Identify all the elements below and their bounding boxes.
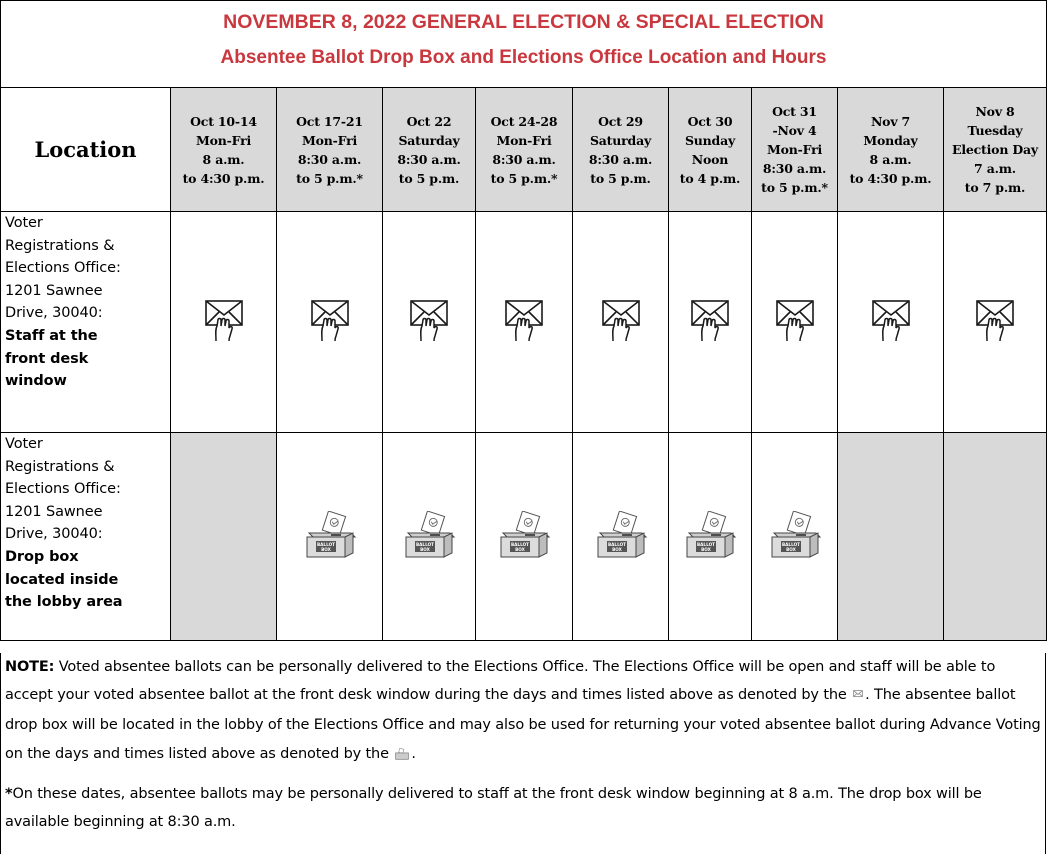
available-cell: [383, 212, 476, 433]
location-text-line: Voter: [5, 436, 43, 452]
svg-text:BALLOT: BALLOT: [316, 541, 335, 547]
available-cell: [171, 212, 277, 433]
location-emphasis-line: the lobby area: [5, 594, 123, 611]
ballot-box-icon: [594, 541, 648, 563]
ballot-box-icon: [768, 541, 822, 563]
table-row: [1, 212, 1047, 433]
date-column-header: [944, 88, 1047, 212]
date-header-line: to 5 p.m.*: [761, 180, 828, 195]
date-header-line: Oct 24-28: [490, 113, 558, 129]
date-header-line: to 5 p.m.: [590, 170, 651, 186]
date-header-line: Sunday: [684, 132, 736, 148]
svg-text:BOX: BOX: [320, 546, 331, 552]
location-emphasis-line: located inside: [5, 571, 119, 588]
date-column-header: [277, 88, 383, 212]
date-header-line: 8:30 a.m.: [762, 161, 827, 176]
date-header-line: -Nov 4: [772, 123, 817, 138]
date-header-line: Oct 29: [598, 113, 643, 129]
date-header-line: Mon-Fri: [301, 132, 358, 148]
date-header-line: Nov 8: [975, 104, 1015, 119]
date-header-line: to 5 p.m.*: [296, 170, 363, 186]
available-cell: [752, 433, 838, 641]
ballot-box-icon: [497, 541, 551, 563]
ballot-box-icon: [303, 541, 357, 563]
svg-text:BALLOT: BALLOT: [415, 541, 435, 547]
envelope-hand-icon: [409, 327, 449, 346]
available-cell: [383, 433, 476, 641]
date-column-header: [669, 88, 752, 212]
note-text: . The absentee ballot drop box will be located in the lobby of the Elections Office and may also be used for returning your voted absentee ballot during Advance Voting on the days and times listed above as denoted by the: [5, 687, 1041, 762]
date-header-line: Nov 7: [870, 113, 911, 129]
date-column-header: [171, 88, 277, 212]
svg-text:BALLOT: BALLOT: [781, 541, 800, 547]
page-subtitle: Absentee Ballot Drop Box and Elections Office Location and Hours: [220, 47, 827, 68]
ballot-box-icon: [394, 742, 410, 770]
available-cell: [476, 433, 573, 641]
schedule-table: [0, 87, 1047, 641]
note-paragraph: [5, 653, 1045, 770]
location-emphasis-line: Staff at the: [5, 327, 98, 344]
note-text: Voted absentee ballots can be personally delivered to the Elections Office. The Elections Office will be open and staff will be able to accept your voted absentee ballot at the front desk window during the days and times listed above as denoted by the: [5, 659, 996, 704]
svg-text:BOX: BOX: [785, 546, 796, 552]
svg-text:BOX: BOX: [611, 546, 622, 552]
date-header-line: 7 a.m.: [974, 161, 1016, 176]
footnote-text: On these dates, absentee ballots may be personally delivered to staff at the front desk window beginning at 8 a.m. The drop box will be available beginning at 8:30 a.m.: [5, 785, 982, 830]
date-header-line: Oct 30: [687, 113, 733, 129]
location-column-header: Location: [1, 88, 171, 212]
available-cell: [277, 433, 383, 641]
table-row: [1, 433, 1047, 641]
svg-text:BOX: BOX: [420, 546, 430, 552]
location-cell: [1, 212, 171, 433]
available-cell: [573, 433, 669, 641]
svg-text:BOX: BOX: [515, 546, 525, 552]
ballot-box-icon: [683, 541, 737, 563]
location-text-line: 1201 Sawnee: [5, 503, 103, 520]
unavailable-cell: [838, 433, 944, 641]
date-header-line: Mon-Fri: [766, 142, 823, 157]
date-column-header: [383, 88, 476, 212]
unavailable-cell: [944, 433, 1047, 641]
location-text-line: Registrations &: [5, 237, 115, 254]
location-text-line: Voter: [5, 215, 43, 231]
location-text-line: Drive, 30040:: [5, 526, 103, 543]
date-header-line: Tuesday: [967, 123, 1023, 138]
date-column-header: [838, 88, 944, 212]
date-header-line: Oct 31: [772, 104, 817, 119]
available-cell: [277, 212, 383, 433]
envelope-hand-icon: [852, 683, 864, 711]
date-header-line: Mon-Fri: [195, 132, 252, 148]
unavailable-cell: [171, 433, 277, 641]
location-emphasis-line: window: [5, 373, 67, 390]
envelope-hand-icon: [775, 327, 815, 346]
svg-text:BALLOT: BALLOT: [696, 541, 716, 547]
location-text-line: Elections Office:: [5, 260, 121, 277]
title-banner: [0, 0, 1047, 88]
available-cell: [669, 212, 752, 433]
location-text-line: 1201 Sawnee: [5, 282, 103, 299]
note-section: [0, 653, 1046, 854]
svg-text:BALLOT: BALLOT: [510, 541, 530, 547]
date-column-header: [752, 88, 838, 212]
table-header-row: [1, 88, 1047, 212]
envelope-hand-icon: [310, 327, 350, 346]
envelope-hand-icon: [204, 327, 244, 346]
date-header-line: 8:30 a.m.: [297, 151, 362, 167]
date-header-line: Oct 17-21: [296, 113, 363, 129]
date-header-line: 8:30 a.m.: [492, 151, 556, 167]
available-cell: [944, 212, 1047, 433]
note-label: NOTE:: [5, 659, 55, 675]
date-header-line: 8:30 a.m.: [397, 151, 461, 167]
date-header-line: 8 a.m.: [869, 151, 912, 167]
location-text-line: Drive, 30040:: [5, 305, 103, 322]
envelope-hand-icon: [601, 327, 641, 346]
date-header-line: to 4:30 p.m.: [849, 170, 932, 186]
note-text: .: [411, 745, 416, 762]
envelope-hand-icon: [690, 327, 730, 346]
footnote-paragraph: [5, 780, 1045, 836]
date-header-line: Oct 10-14: [190, 113, 257, 129]
date-header-line: Noon: [691, 151, 729, 167]
envelope-hand-icon: [504, 327, 544, 346]
envelope-hand-icon: [871, 327, 911, 346]
location-cell: [1, 433, 171, 641]
date-header-line: Monday: [863, 132, 918, 148]
date-header-line: to 5 p.m.: [398, 170, 460, 186]
date-header-line: Saturday: [398, 132, 460, 148]
page-title: NOVEMBER 8, 2022 GENERAL ELECTION & SPECIAL ELECTION: [223, 11, 824, 33]
date-header-line: Election Day: [952, 142, 1038, 157]
date-column-header: [476, 88, 573, 212]
date-header-line: to 4:30 p.m.: [182, 170, 265, 186]
footnote-mark: *: [5, 785, 13, 802]
date-header-line: Oct 22: [406, 113, 452, 129]
ballot-box-icon: [402, 541, 456, 563]
date-header-line: Saturday: [589, 132, 652, 148]
date-column-header: [573, 88, 669, 212]
date-header-line: to 7 p.m.: [964, 180, 1026, 195]
location-emphasis-line: Drop box: [5, 548, 79, 565]
available-cell: [669, 433, 752, 641]
date-header-line: to 5 p.m.*: [490, 170, 558, 186]
svg-text:BOX: BOX: [701, 546, 711, 552]
available-cell: [573, 212, 669, 433]
date-header-line: 8:30 a.m.: [588, 151, 653, 167]
date-header-line: Mon-Fri: [496, 132, 552, 148]
location-text-line: Elections Office:: [5, 481, 121, 498]
available-cell: [838, 212, 944, 433]
date-header-line: 8 a.m.: [202, 151, 245, 167]
date-header-line: to 4 p.m.: [679, 170, 741, 186]
envelope-hand-icon: [975, 327, 1015, 346]
location-text-line: Registrations &: [5, 458, 115, 475]
svg-text:BALLOT: BALLOT: [607, 541, 626, 547]
available-cell: [752, 212, 838, 433]
location-emphasis-line: front desk: [5, 350, 89, 367]
available-cell: [476, 212, 573, 433]
